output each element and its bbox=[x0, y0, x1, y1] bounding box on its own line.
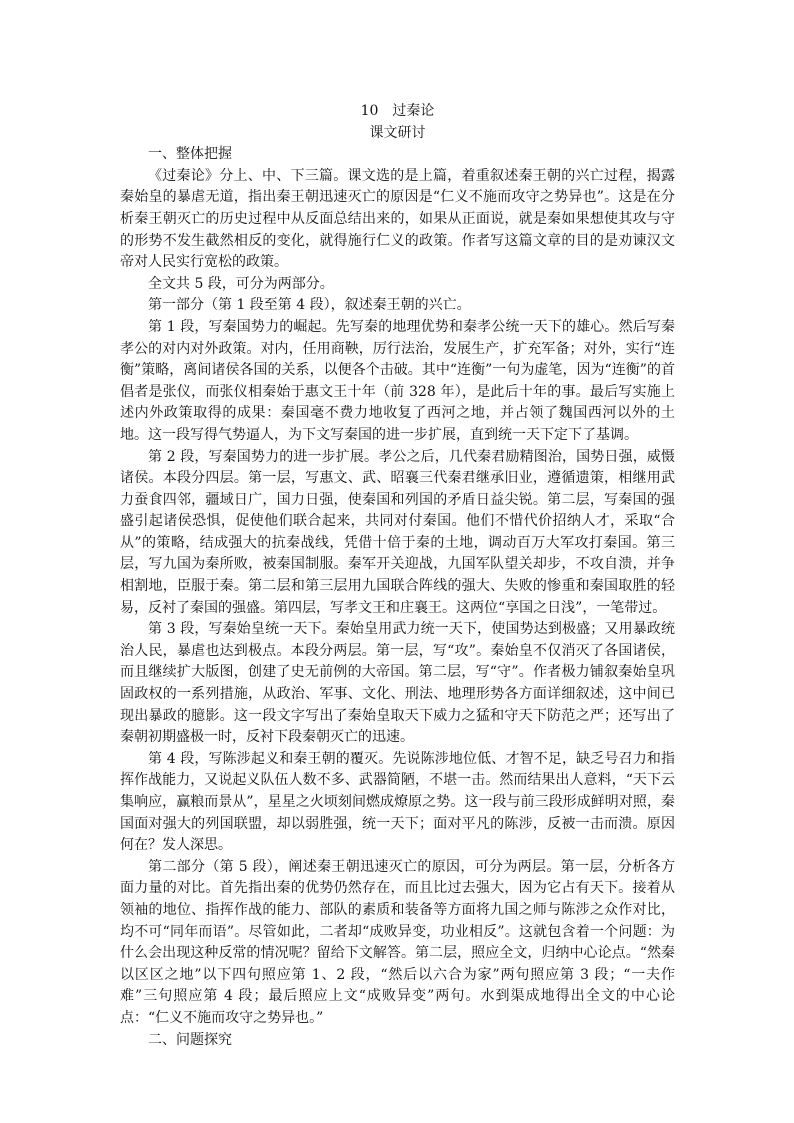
section-heading-inquiry: 二、问题探究 bbox=[148, 1031, 232, 1048]
paragraph-section-1: 第 1 段，写秦国势力的崛起。先写秦的地理优势和秦孝公统一天下的雄心。然后写秦孝公的对内对外政策。对内，任用商鞅，厉行法治，发展生产，扩充军备；对外，实行“连衡”策略，离间诸侯各国的关系，以便各个击破。其中“连衡”一句为虚笔，因为“连衡”的首倡者是张仪，而张仪相秦始于惠文王十年（前 328 年），是此后十年的事。最后写实施上述内外政策取得的成果：秦国毫不费力地收复了西河之地，并占领了魏国西河以外的土地。这一段写得气势逼人，为下文写秦国的进一步扩展，直到统一天下定下了基调。 bbox=[120, 318, 675, 443]
paragraph-section-2: 第 2 段，写秦国势力的进一步扩展。孝公之后，几代秦君励精图治，国势日强，威慑诸侯。本段分四层。第一层，写惠文、武、昭襄三代秦君继承旧业，遵循遗策，相继用武力蚕食四邻，疆域日广，国力日强，使秦国和列国的矛盾日益尖锐。第二层，写秦国的强盛引起诸侯恐惧，促使他们联合起来，共同对付秦国。他们不惜代价招纳人才，采取“合从”的策略，结成强大的抗秦战线，凭借十倍于秦的土地，调动百万大军攻打秦国。第三层，写九国为秦所败，被秦国制服。秦军开关迎战，九国军队望关却步，不攻自溃，并争相割地，臣服于秦。第二层和第三层用九国联合阵线的强大、失败的惨重和秦国取胜的轻易，反衬了秦国的强盛。第四层，写孝文王和庄襄王。这两位“享国之日浅”，一笔带过。 bbox=[120, 448, 675, 616]
document-page bbox=[120, 95, 675, 1051]
paragraph-section-3: 第 3 段，写秦始皇统一天下。秦始皇用武力统一天下，使国势达到极盛；又用暴政统治人民，暴虐也达到极点。本段分两层。第一层，写“攻”。秦始皇不仅消灭了各国诸侯，而且继续扩大版图，创建了史无前例的大帝国。第二层，写“守”。作者极力铺叙秦始皇巩固政权的一系列措施，从政治、军事、文化、刑法、地理形势各方面详细叙述，这中间已现出暴政的臆影。这一段文字写出了秦始皇取天下威力之猛和守天下防范之严；还写出了秦朝初期盛极一时，反衬下段秦朝灭亡的迅速。 bbox=[120, 621, 675, 746]
document-title: 10 过秦论 bbox=[360, 103, 435, 119]
section-heading-overall: 一、整体把握 bbox=[148, 146, 232, 163]
paragraph-structure: 全文共 5 段，可分为两部分。 bbox=[148, 275, 334, 292]
paragraph-part-two: 第二部分（第 5 段），阐述秦王朝迅速灭亡的原因，可分为两层。第一层，分析各方面力量的对比。首先指出秦的优势仍然存在，而且比过去强大，因为它占有天下。接着从领袖的地位、指挥作战的能力、部队的素质和装备等方面将九国之师与陈涉之众作对比，均不可“同年而语”。尽管如此，二者却“成败异变，功业相反”。这就包含着一个问题：为什么会出现这种反常的情况呢？留给下文解答。第二层，照应全文，归纳中心论点。“然秦以区区之地”以下四句照应第 1、2 段，“然后以六合为家”两句照应第 3 段；“一夫作难”三句照应第 4 段；最后照应上文“成败异变”两句。水到渠成地得出全文的中心论点：“仁义不施而攻守之势异也。” bbox=[120, 858, 675, 1026]
paragraph-section-4: 第 4 段，写陈涉起义和秦王朝的覆灭。先说陈涉地位低、才智不足，缺乏号召力和指挥作战能力，又说起义队伍人数不多、武器简陋，不堪一击。然而结果出人意料，“天下云集响应，赢粮而景从”，星星之火顷刻间燃成燎原之势。这一段与前三段形成鲜明对照，秦国面对强大的列国联盟，却以弱胜强，统一天下；面对平凡的陈涉，反被一击而溃。原因何在？发人深思。 bbox=[120, 750, 675, 854]
document-subtitle: 课文研讨 bbox=[369, 124, 426, 141]
paragraph-intro: 《过秦论》分上、中、下三篇。课文选的是上篇，着重叙述秦王朝的兴亡过程，揭露秦始皇的暴虐无道，指出秦王朝迅速灭亡的原因是“仁义不施而攻守之势异也”。这是在分析秦王朝灭亡的历史过程中从反面总结出来的，如果从正面说，就是秦如果想使其攻与守的形势不发生截然相反的变化，就得施行仁义的政策。作者写这篇文章的目的是劝谏汉文帝对人民实行宽松的政策。 bbox=[120, 167, 675, 271]
paragraph-part-one: 第一部分（第 1 段至第 4 段），叙述秦王朝的兴亡。 bbox=[148, 297, 471, 314]
